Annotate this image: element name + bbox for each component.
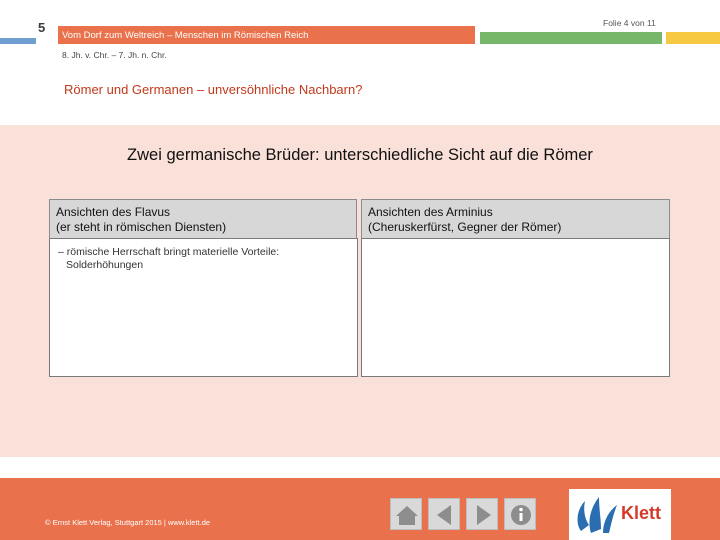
arminius-header-line2: (Cheruskerfürst, Gegner der Römer) <box>368 220 562 234</box>
arminius-header-line1: Ansichten des Arminius <box>368 205 493 219</box>
header-yellow-stripe <box>666 32 720 44</box>
klett-leaf-icon <box>571 489 621 540</box>
chapter-number: 5 <box>38 20 46 35</box>
home-icon <box>391 499 423 531</box>
info-button[interactable] <box>504 498 536 530</box>
flavus-header-line2: (er steht in römischen Diensten) <box>56 220 227 234</box>
period-label: 8. Jh. v. Chr. – 7. Jh. n. Chr. <box>62 50 167 60</box>
flavus-answer-box[interactable] <box>49 238 358 377</box>
arminius-header-box <box>361 199 670 239</box>
previous-button[interactable] <box>428 498 460 530</box>
header-green-stripe <box>480 32 662 44</box>
arrow-right-icon <box>467 499 499 531</box>
flavus-header-box <box>49 199 357 239</box>
klett-logo-text: Klett <box>621 503 661 523</box>
arrow-left-icon <box>429 499 461 531</box>
slide-counter: Folie 4 von 11 <box>603 18 656 28</box>
main-heading: Zwei germanische Brüder: unterschiedliche Sicht auf die Römer <box>127 146 593 164</box>
flavus-header-line1: Ansichten des Flavus <box>56 205 171 219</box>
course-title-bar <box>58 26 475 44</box>
slide-title: Römer und Germanen – unversöhnliche Nachbarn? <box>64 82 363 97</box>
flavus-point-line2: Solderhöhungen <box>66 259 144 271</box>
course-title: Vom Dorf zum Weltreich – Menschen im Römischen Reich <box>62 30 309 41</box>
flavus-point-line1: – römische Herrschaft bringt materielle Vorteile: <box>58 246 280 258</box>
next-button[interactable] <box>466 498 498 530</box>
header-blue-stripe <box>0 38 36 44</box>
home-button[interactable] <box>390 498 422 530</box>
arminius-answer-box[interactable] <box>361 238 670 377</box>
klett-logo <box>569 489 671 540</box>
info-icon <box>505 499 537 531</box>
copyright-text: © Ernst Klett Verlag, Stuttgart 2015 | www.klett.de <box>45 518 211 527</box>
